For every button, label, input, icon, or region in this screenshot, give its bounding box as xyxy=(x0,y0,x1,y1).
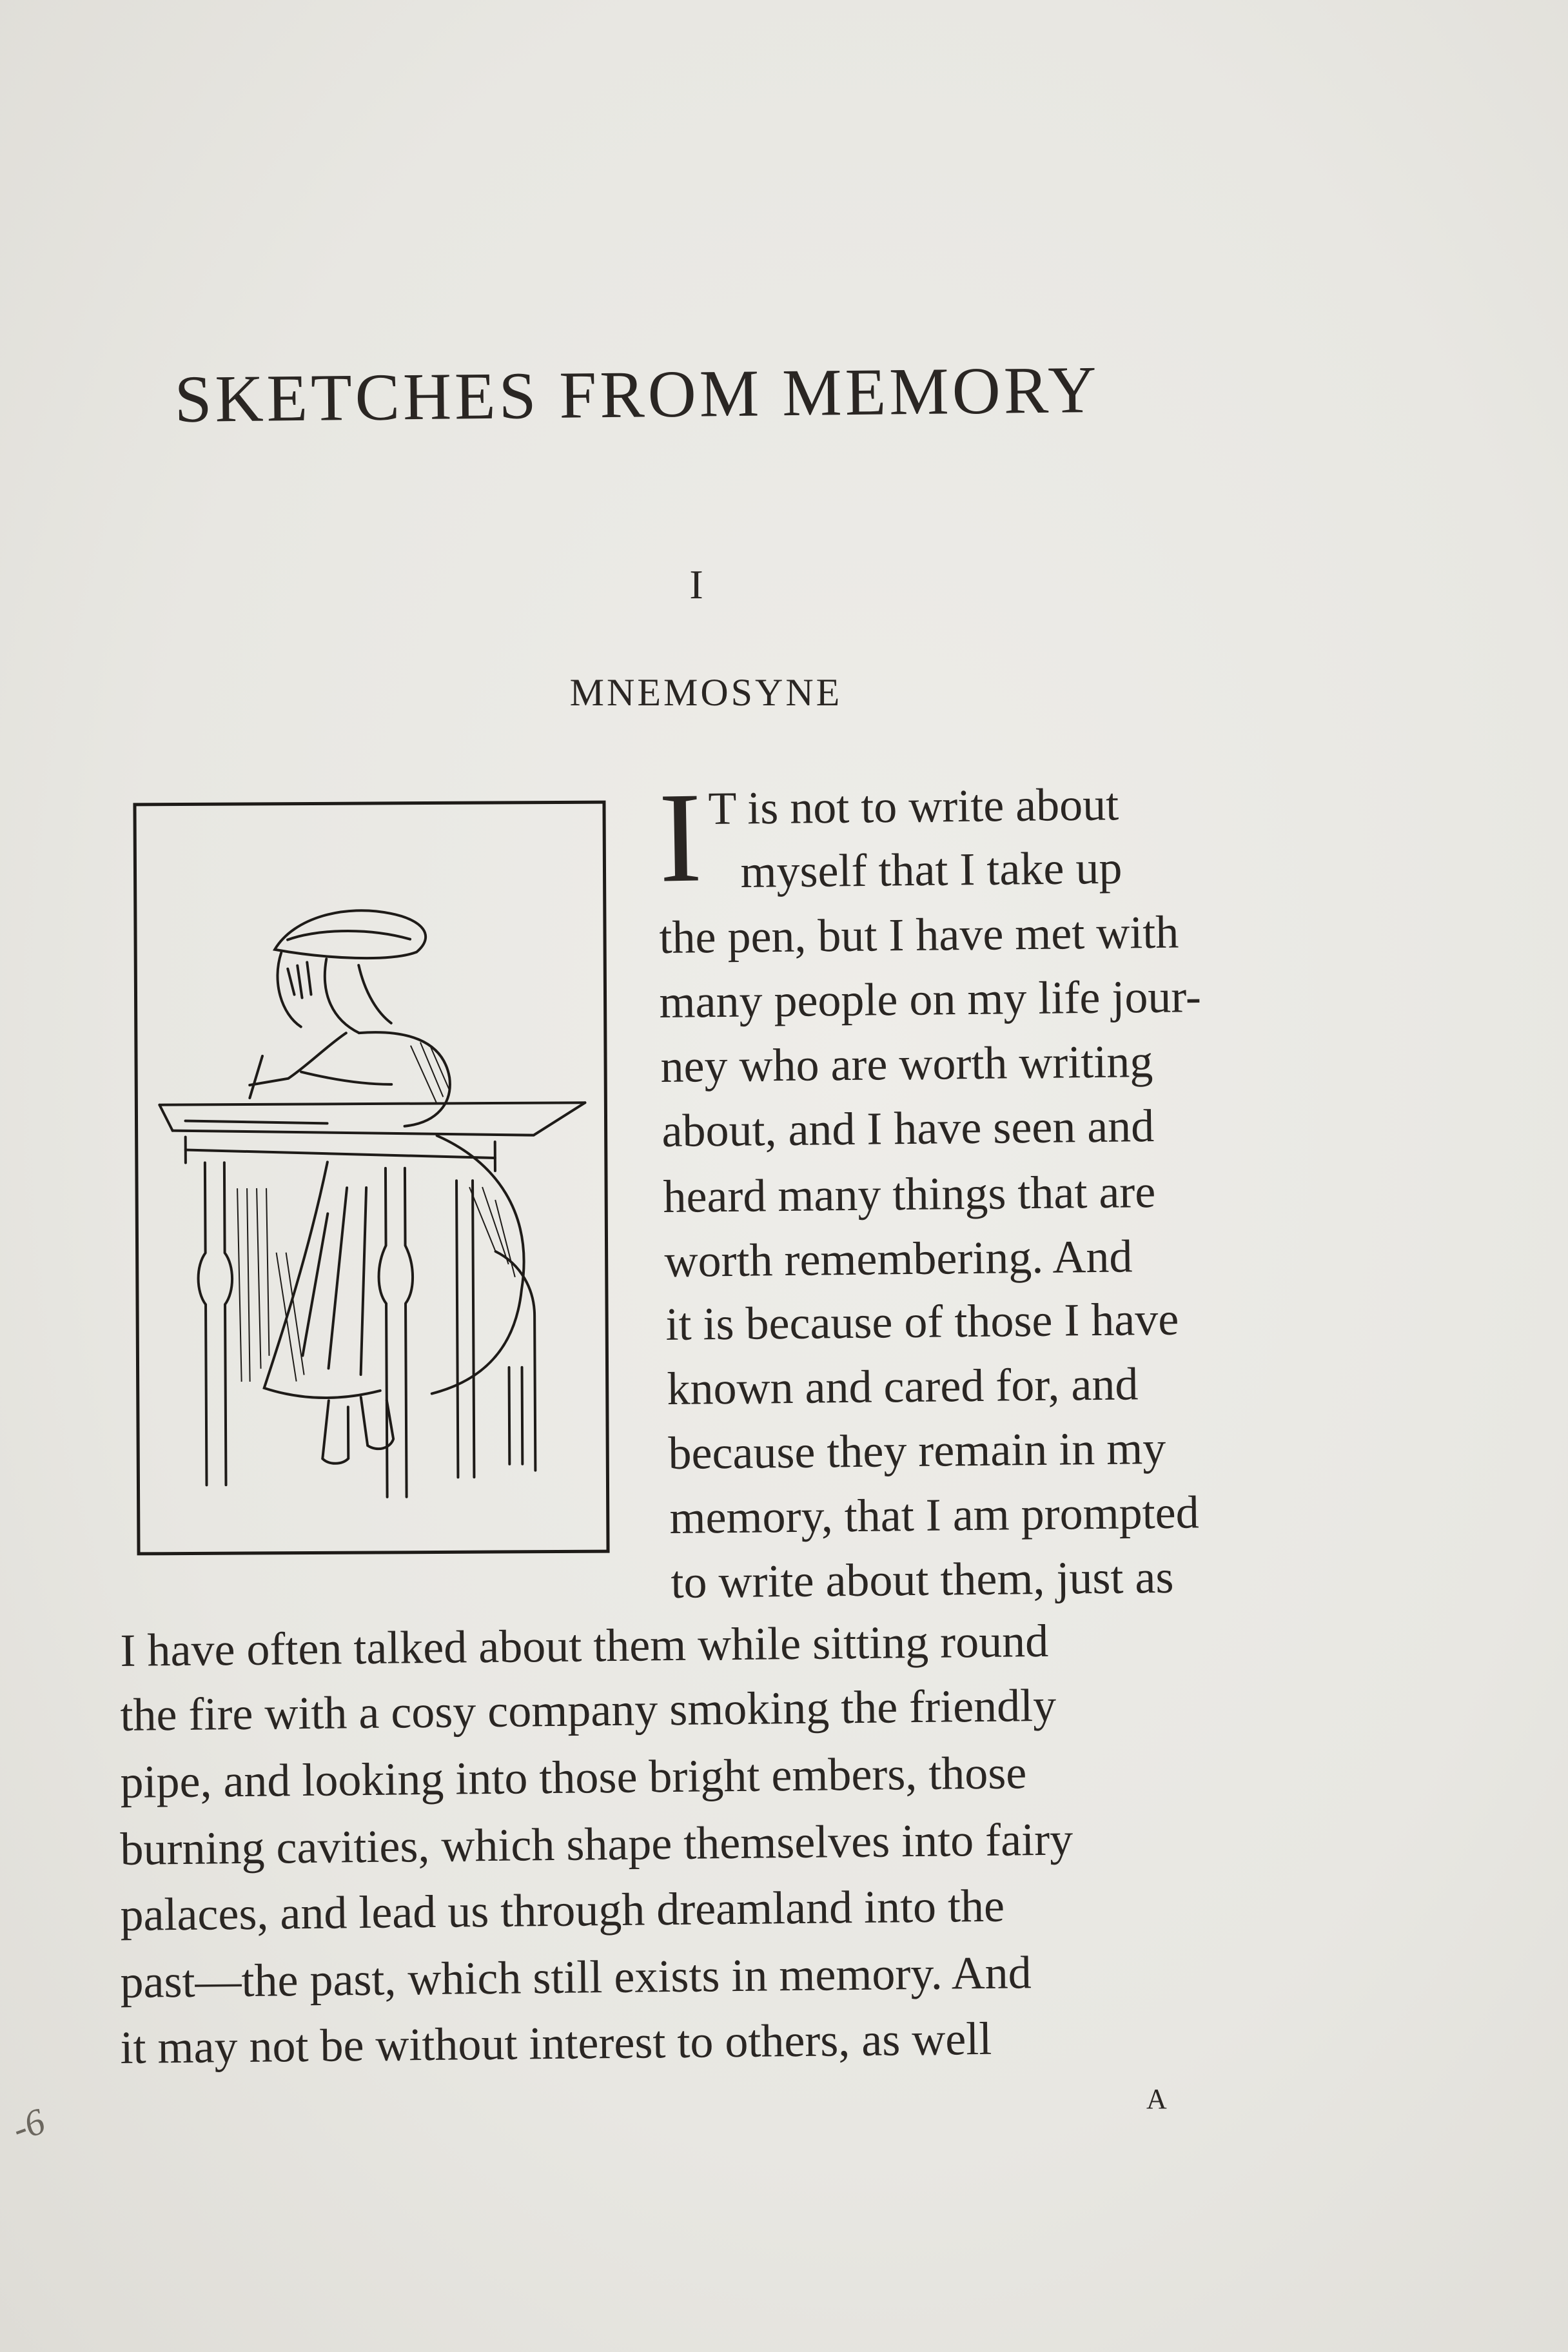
text-line: many people on my life jour- xyxy=(659,970,1202,1028)
text-line: myself that I take up xyxy=(740,841,1122,897)
margin-note: -6 xyxy=(6,2099,50,2150)
girl-writing-icon xyxy=(132,799,611,1556)
text-line: known and cared for, and xyxy=(667,1358,1139,1415)
text-line: worth remembering. And xyxy=(664,1230,1133,1287)
text-line: T is not to write about xyxy=(708,778,1119,834)
text-line: burning cavities, which shape themselves into fairy xyxy=(120,1813,1073,1875)
signature-mark: A xyxy=(1146,2083,1168,2115)
text-line: to write about them, just as xyxy=(671,1551,1174,1608)
text-line: because they remain in my xyxy=(668,1422,1166,1479)
text-line: the pen, but I have met with xyxy=(659,906,1179,963)
book-title: SKETCHES FROM MEMORY xyxy=(174,352,1101,436)
text-line: heard many things that are xyxy=(663,1166,1156,1222)
text-line: it may not be without interest to others, as well xyxy=(120,2012,992,2073)
text-line: ney who are worth writing xyxy=(660,1035,1153,1092)
text-line: past—the past, which still exists in memory. And xyxy=(120,1946,1032,2008)
chapter-number: I xyxy=(689,562,703,607)
drop-cap: I xyxy=(658,766,703,910)
text-line: the fire with a cosy company smoking the friendly xyxy=(120,1679,1057,1741)
text-line: I have often talked about them while sitting round xyxy=(120,1614,1049,1676)
text-line: palaces, and lead us through dreamland into the xyxy=(120,1879,1005,1941)
text-line: pipe, and looking into those bright embers, those xyxy=(120,1747,1027,1808)
text-line: it is because of those I have xyxy=(665,1293,1179,1350)
text-line: memory, that I am prompted xyxy=(669,1486,1200,1544)
text-line: about, and I have seen and xyxy=(662,1100,1155,1157)
girl-writing-illustration xyxy=(132,799,611,1556)
chapter-title: MNEMOSYNE xyxy=(569,671,843,714)
